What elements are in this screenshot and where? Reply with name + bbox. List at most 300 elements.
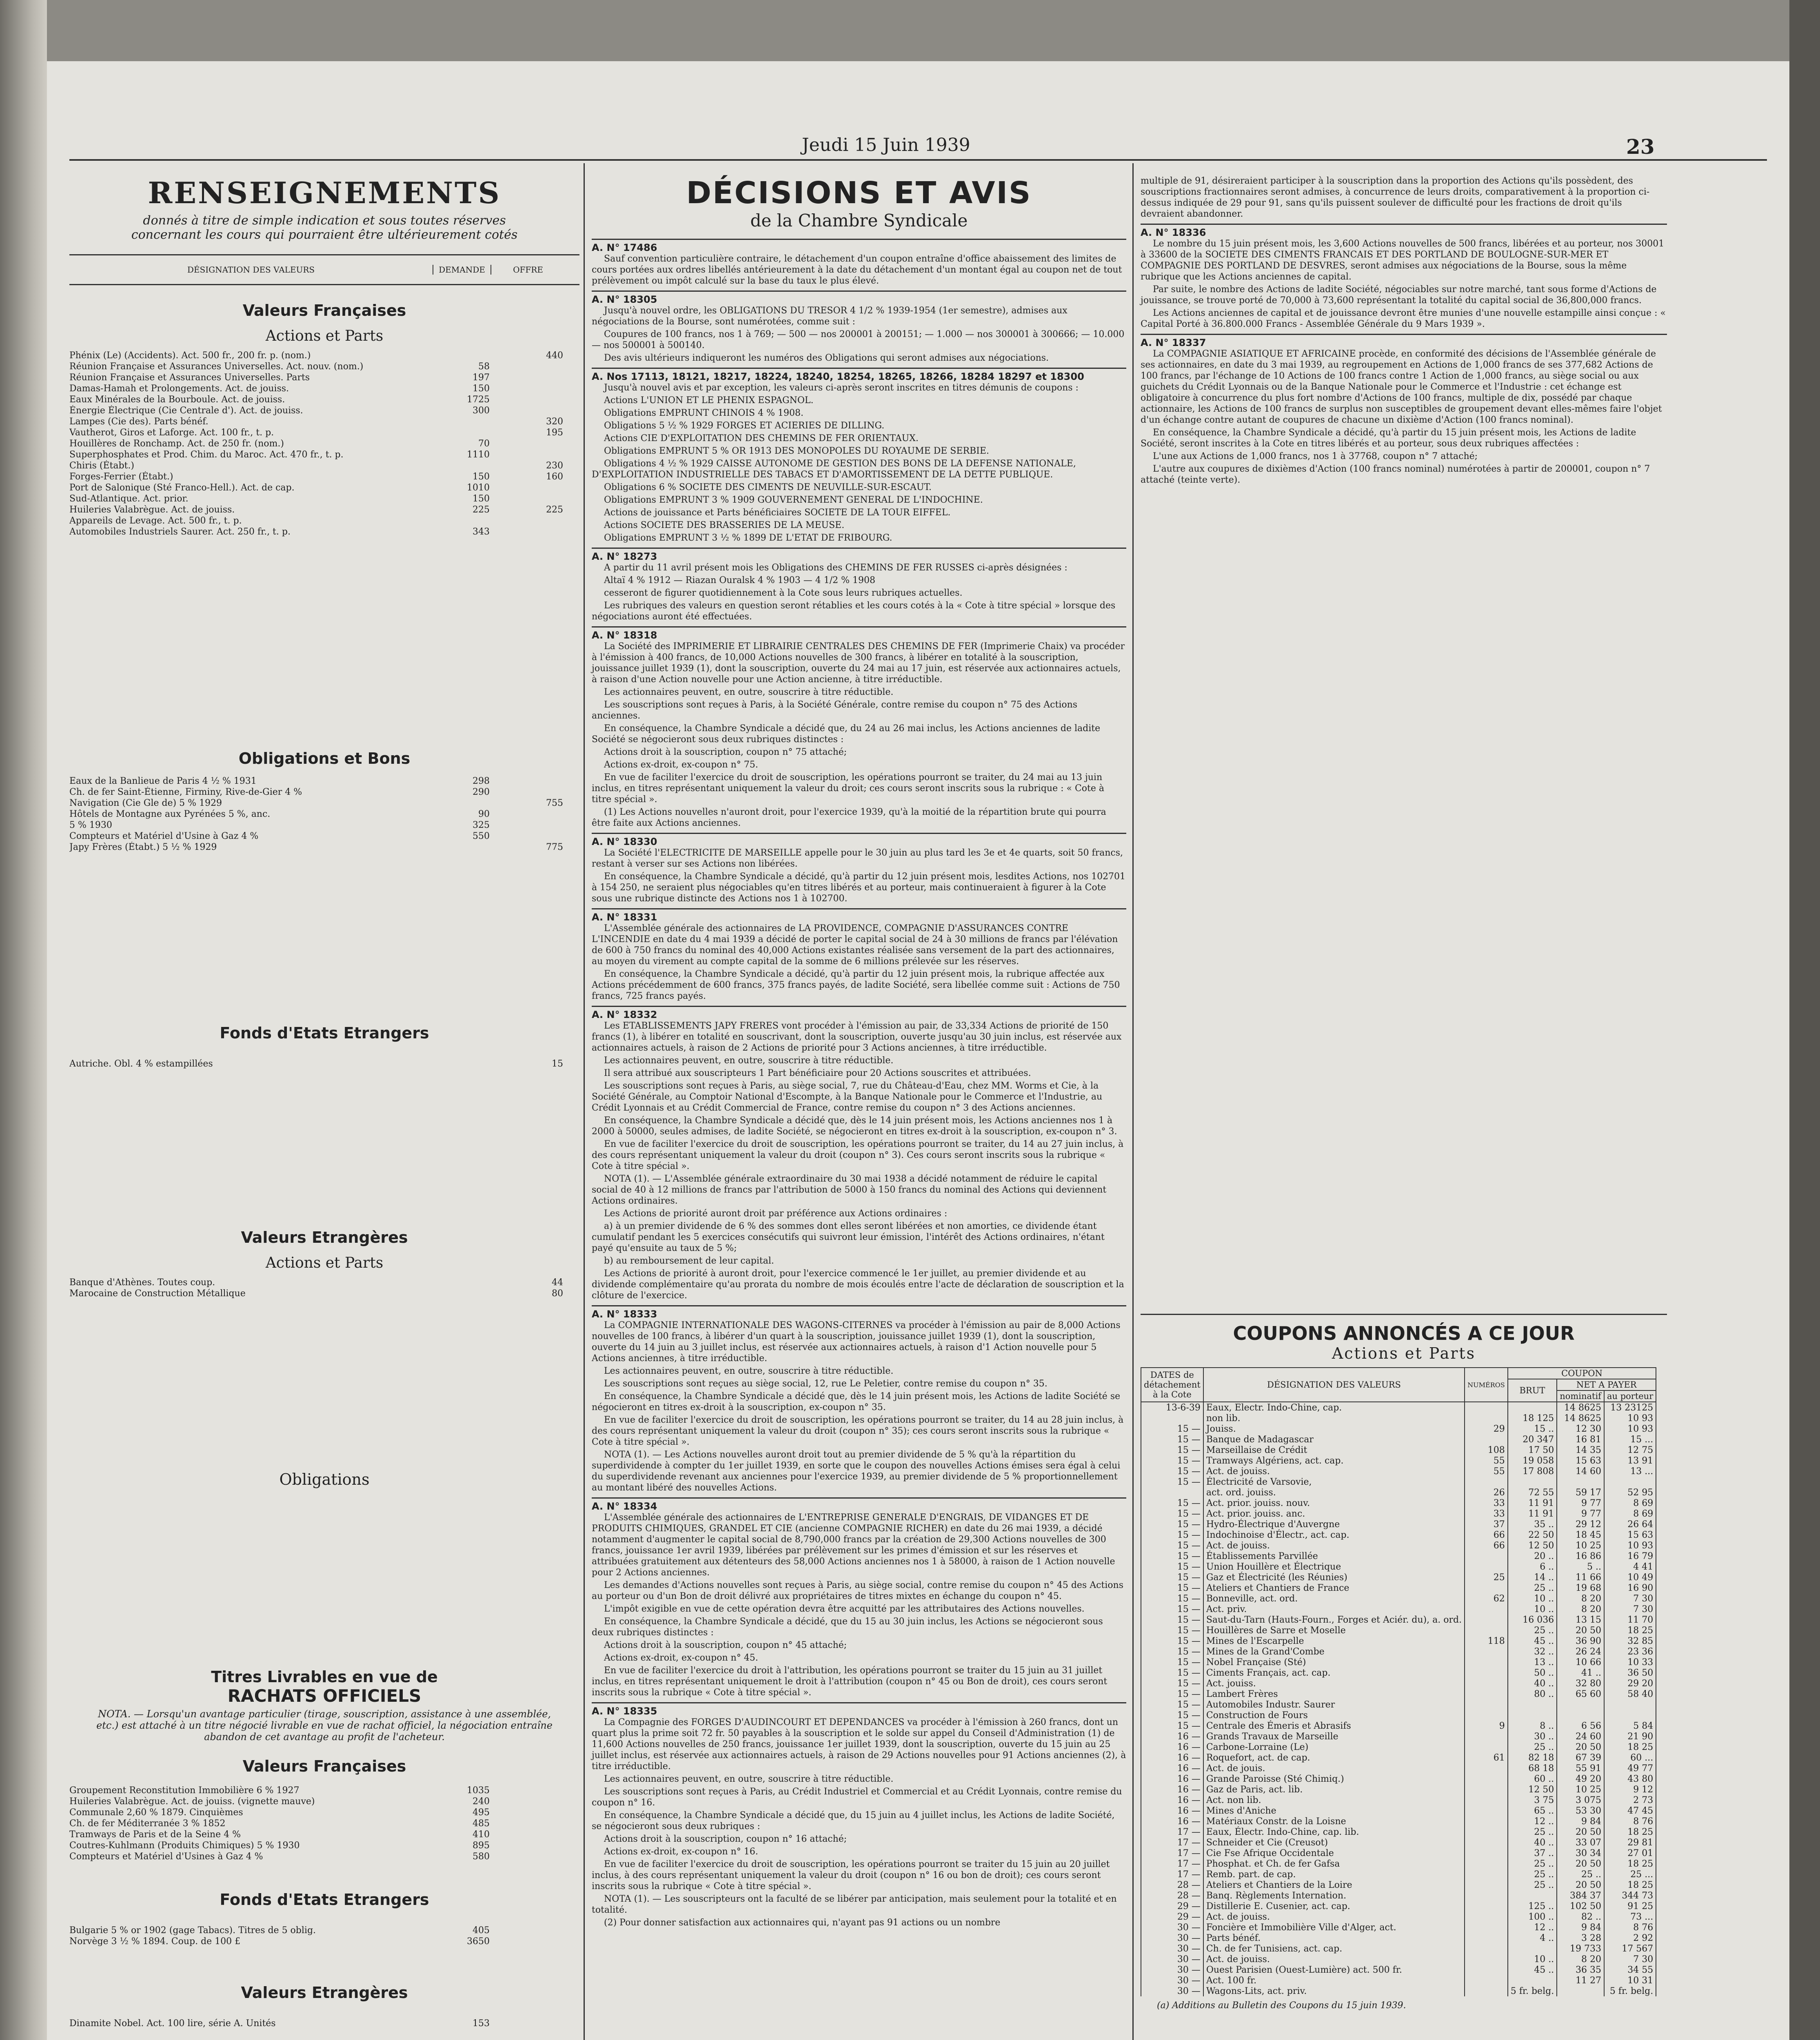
valeur-row xyxy=(69,1807,579,1818)
valeur-demande: 1725 xyxy=(467,395,490,405)
coupon-nominatif: 102 50 xyxy=(1557,1901,1604,1911)
book-spine xyxy=(0,0,47,2040)
coupon-brut: 18 125 xyxy=(1508,1413,1557,1424)
coupon-numero: 118 xyxy=(1465,1636,1508,1646)
coupon-brut: 25 .. xyxy=(1508,1742,1557,1752)
coupon-designation: Schneider et Cie (Creusot) xyxy=(1203,1837,1465,1848)
valeur-designation: Eaux de la Banlieue de Paris 4 ½ % 1931 xyxy=(69,776,257,786)
coupon-brut: 8 .. xyxy=(1508,1721,1557,1731)
coupon-porteur: 29 81 xyxy=(1604,1837,1656,1848)
coupon-numero xyxy=(1465,1911,1508,1922)
coupon-numero: 33 xyxy=(1465,1498,1508,1508)
valeur-demande: 410 xyxy=(473,1829,490,1840)
coupon-row xyxy=(1141,1477,1656,1487)
coupon-nominatif: 8 20 xyxy=(1557,1593,1604,1604)
avis-paragraph: cesseront de figurer quotidiennement à la Cote sous leurs rubriques actuelles. xyxy=(604,588,963,598)
coupon-porteur xyxy=(1604,1477,1656,1487)
coupon-brut: 68 18 xyxy=(1508,1763,1557,1774)
coupon-designation: Act. de jouiss. xyxy=(1203,1911,1465,1922)
avis-number: A. N° 18331 xyxy=(592,908,1126,923)
coupon-designation: Act. 100 fr. xyxy=(1203,1975,1465,1986)
column-rule-1 xyxy=(584,163,585,2040)
coupon-numero: 33 xyxy=(1465,1508,1508,1519)
coupon-designation: act. ord. jouiss. xyxy=(1203,1487,1465,1498)
valeur-demande: 1035 xyxy=(467,1785,490,1796)
coupon-numero xyxy=(1465,1402,1508,1413)
coupon-row xyxy=(1141,1583,1656,1593)
coupon-brut: 100 .. xyxy=(1508,1911,1557,1922)
valeur-designation: Marocaine de Construction Métallique xyxy=(69,1288,246,1299)
coupon-brut xyxy=(1508,1975,1557,1986)
coupon-brut xyxy=(1508,1943,1557,1954)
coupon-brut: 13 .. xyxy=(1508,1657,1557,1667)
coupon-date: 16 — xyxy=(1141,1774,1203,1784)
avis-paragraph: En conséquence, la Chambre Syndicale a décidé, qu'à partir du 15 juin présent mois, les Actions de ladite Société, seront inscrites à la Cote en titres libérés et au porteur, sous deux rubriques affectées : xyxy=(1141,428,1636,449)
obligations-list xyxy=(69,776,579,853)
coupon-brut: 17 50 xyxy=(1508,1445,1557,1455)
coupon-row xyxy=(1141,1890,1656,1901)
section-rachats-officiels: RACHATS OFFICIELS xyxy=(227,1686,422,1706)
avis-number: A. N° 17486 xyxy=(592,239,1126,253)
coupon-brut: 4 .. xyxy=(1508,1933,1557,1943)
coupon-row xyxy=(1141,1721,1656,1731)
avis-paragraph: NOTA (1). — Les Actions nouvelles auront droit tout au premier dividende de 5 % qu'à la répartition du superdividende à compter du 1er juillet 1939, en sorte que le coupon des nouvelles Actions émises sera égal à celui du superdividende revenant aux anciennes pour l'exercice 1939, au premier dividende de 5 % proportionnellement au montant libéré des nouvelles Actions. xyxy=(592,1450,1121,1493)
coupon-date: 15 — xyxy=(1141,1646,1203,1657)
rachats-note: NOTA. — Lorsqu'un avantage particulier (tirage, souscription, assistance à une assemblée, etc.) est attaché à un titre négocié livrable en vue de rachat officiel, la négociation entraîne abandon de cet avantage au profit de l'acheteur. xyxy=(96,1708,553,1743)
coupon-date: 15 — xyxy=(1141,1508,1203,1519)
avis-number: A. Nos 17113, 18121, 18217, 18224, 18240, 18254, 18265, 18266, 18284 18297 et 18300 xyxy=(592,368,1126,382)
coupon-brut: 19 058 xyxy=(1508,1455,1557,1466)
valeur-demande: 150 xyxy=(473,494,490,504)
coupon-nominatif: 19 733 xyxy=(1557,1943,1604,1954)
coupon-porteur: 8 69 xyxy=(1604,1508,1656,1519)
coupon-nominatif: 20 50 xyxy=(1557,1858,1604,1869)
valeur-offre xyxy=(490,1807,563,1818)
avis-paragraph: a) à un premier dividende de 6 % des sommes dont elles seront libérées et non amorties, ce dividende étant cumulatif pendant les 5 exercices consécutifs qui suivront leur émission, l'intérêt des Actions ordinaires, n'étant payé qu'ensuite au taux de 5 %; xyxy=(592,1221,1105,1253)
coupon-numero xyxy=(1465,1614,1508,1625)
coupon-numero xyxy=(1465,1890,1508,1901)
coupon-brut: 16 036 xyxy=(1508,1614,1557,1625)
valeur-offre xyxy=(490,1829,563,1840)
coupon-brut: 20 347 xyxy=(1508,1434,1557,1445)
coupon-row xyxy=(1141,1455,1656,1466)
avis-paragraph: Les actionnaires peuvent, en outre, souscrire à titre réductible. xyxy=(604,687,894,697)
coupon-numero xyxy=(1465,1869,1508,1880)
avis-item xyxy=(1141,224,1667,330)
valeur-offre xyxy=(490,405,563,416)
coupon-date: 15 — xyxy=(1141,1614,1203,1625)
valeur-row xyxy=(69,809,579,820)
valeur-offre xyxy=(490,1936,563,1947)
coupon-designation: Act. de jouiss. xyxy=(1203,1540,1465,1551)
renseignements-subtitle-1: donnés à titre de simple indication et sous toutes réserves xyxy=(143,213,506,228)
valeur-row xyxy=(69,394,579,405)
coupon-row xyxy=(1141,1625,1656,1636)
coupon-row xyxy=(1141,1519,1656,1530)
avis-paragraph: Obligations 6 % SOCIETE DES CIMENTS DE NEUVILLE-SUR-ESCAUT. xyxy=(604,482,932,492)
valeur-offre xyxy=(490,493,563,504)
coupon-porteur: 7 30 xyxy=(1604,1604,1656,1614)
avis-item xyxy=(592,833,1126,904)
coupon-row xyxy=(1141,1424,1656,1434)
coupon-porteur: 91 25 xyxy=(1604,1901,1656,1911)
avis-paragraph: Les actionnaires peuvent, en outre, souscrire à titre réductible. xyxy=(604,1055,894,1066)
avis-paragraph: Des avis ultérieurs indiqueront les numéros des Obligations qui seront admises aux négociations. xyxy=(604,353,1049,363)
coupon-brut xyxy=(1508,1477,1557,1487)
coupon-row xyxy=(1141,1498,1656,1508)
valeur-offre xyxy=(490,1796,563,1807)
coupon-nominatif: 30 34 xyxy=(1557,1848,1604,1858)
coupon-designation: Remb. part. de cap. xyxy=(1203,1869,1465,1880)
coupon-numero xyxy=(1465,1784,1508,1795)
coupon-row xyxy=(1141,1975,1656,1986)
coupon-brut: 11 91 xyxy=(1508,1498,1557,1508)
coupon-row xyxy=(1141,1986,1656,1996)
coupon-row xyxy=(1141,1858,1656,1869)
valeur-row xyxy=(69,504,579,515)
coupon-porteur: 18 25 xyxy=(1604,1858,1656,1869)
coupon-date: 15 — xyxy=(1141,1721,1203,1731)
valeur-demande: 300 xyxy=(473,406,490,416)
coupon-brut: 12 .. xyxy=(1508,1816,1557,1827)
coupon-row xyxy=(1141,1965,1656,1975)
coupon-date: 15 — xyxy=(1141,1551,1203,1561)
coupon-porteur: 32 85 xyxy=(1604,1636,1656,1646)
coupon-row xyxy=(1141,1636,1656,1646)
avis-item xyxy=(592,1006,1126,1301)
th-dates: DATES de détachement à la Cote xyxy=(1141,1368,1203,1402)
coupon-nominatif: 25 .. xyxy=(1557,1869,1604,1880)
valeur-designation: Automobiles Industriels Saurer. Act. 250 fr., t. p. xyxy=(69,527,291,537)
coupon-brut: 45 .. xyxy=(1508,1965,1557,1975)
coupon-nominatif: 29 12 xyxy=(1557,1519,1604,1530)
th-brut: BRUT xyxy=(1508,1379,1557,1402)
avis-paragraph: Actions droit à la souscription, coupon n° 75 attaché; xyxy=(604,747,847,757)
coupon-designation: Bonneville, act. ord. xyxy=(1203,1593,1465,1604)
valeur-designation: Bulgarie 5 % or 1902 (gage Tabacs). Titres de 5 oblig. xyxy=(69,1925,316,1936)
coupon-row xyxy=(1141,1901,1656,1911)
coupon-nominatif xyxy=(1557,1477,1604,1487)
coupon-numero: 9 xyxy=(1465,1721,1508,1731)
coupon-date: 16 — xyxy=(1141,1731,1203,1742)
avis-item xyxy=(592,1702,1126,1928)
valeur-offre xyxy=(490,776,563,787)
valeur-demande: 197 xyxy=(473,373,490,383)
valeur-designation: Coutres-Kuhlmann (Produits Chimiques) 5 % 1930 xyxy=(69,1840,300,1851)
coupon-porteur: 4 41 xyxy=(1604,1561,1656,1572)
coupon-nominatif: 20 50 xyxy=(1557,1625,1604,1636)
avis-paragraph: Actions ex-droit, ex-coupon n° 45. xyxy=(604,1653,758,1663)
valeur-demande: 580 xyxy=(473,1852,490,1862)
section-valeurs-francaises: Valeurs Françaises xyxy=(242,302,406,319)
coupon-porteur: 27 01 xyxy=(1604,1848,1656,1858)
coupon-brut: 80 .. xyxy=(1508,1689,1557,1699)
coupon-nominatif: 14 35 xyxy=(1557,1445,1604,1455)
valeur-offre: 15 xyxy=(552,1059,563,1069)
valeur-demande: 895 xyxy=(473,1840,490,1851)
coupon-nominatif: 16 81 xyxy=(1557,1434,1604,1445)
coupon-nominatif: 384 37 xyxy=(1557,1890,1604,1901)
valeur-demande: 90 xyxy=(478,809,490,819)
avis-paragraph: Jusqu'à nouvel ordre, les OBLIGATIONS DU TRESOR 4 1/2 % 1939-1954 (1er semestre), admises aux négociations de la Bourse, sont numérotées, comme suit : xyxy=(592,306,1068,327)
section-titres-livrables: Titres Livrables en vue de xyxy=(211,1668,438,1686)
coupon-date: 15 — xyxy=(1141,1455,1203,1466)
coupon-nominatif: 3 075 xyxy=(1557,1795,1604,1805)
coupon-designation: Nobel Française (Sté) xyxy=(1203,1657,1465,1667)
column-rule-2 xyxy=(1132,163,1134,2040)
coupon-row xyxy=(1141,1551,1656,1561)
avis-paragraph: Les souscriptions sont reçues à Paris, au Crédit Industriel et Commercial et au Crédit Lyonnais, contre remise du coupon n° 16. xyxy=(592,1787,1122,1808)
coupon-designation: Mines de la Grand'Combe xyxy=(1203,1646,1465,1657)
coupon-porteur: 18 25 xyxy=(1604,1625,1656,1636)
avis-paragraph: L'Assemblée générale des actionnaires de L'ENTREPRISE GENERALE D'ENGRAIS, DE VIDANGES ET DE PRODUITS CHIMIQUES, GRANDEL ET CIE (ancienne COMPAGNIE RICHER) en date du 26 mai 1939, a décidé notamment d'augmenter le capital social de 8,790,000 francs par la création de 29,300 Actions nouvelles de 300 francs, jouissance 1er avril 1939, libérées par prélèvement sur les primes d'émission et sur les réserves et attribuées gratuitement aux détenteurs des 58,000 Actions anciennes nos 1 à 58000, à raison de 1 Action nouvelle pour 2 Actions anciennes. xyxy=(592,1512,1115,1578)
coupon-designation: Ciments Français, act. cap. xyxy=(1203,1667,1465,1678)
avis-paragraph: En vue de faciliter l'exercice du droit de souscription, les opérations pourront se traiter, du 24 mai au 13 juin inclus, en titres représentant uniquement la valeur du droit; ces cours seront inscrits sous la rubrique : « Cote à titre spécial ». xyxy=(592,772,1104,805)
coupon-designation: Jouiss. xyxy=(1203,1424,1465,1434)
coupon-porteur: 2 73 xyxy=(1604,1795,1656,1805)
valeur-row xyxy=(69,1851,579,1862)
valeur-demande: 240 xyxy=(473,1796,490,1807)
th-net: NET A PAYER xyxy=(1557,1379,1656,1390)
fonds2-list xyxy=(69,1925,579,1947)
valeur-designation: Ch. de fer Saint-Étienne, Firminy, Rive-de-Gier 4 % xyxy=(69,787,302,797)
valeur-row xyxy=(69,1925,579,1936)
coupon-row xyxy=(1141,1880,1656,1890)
coupon-numero xyxy=(1465,1625,1508,1636)
coupon-designation: Gaz et Électricité (les Réunies) xyxy=(1203,1572,1465,1583)
valeur-offre xyxy=(490,1840,563,1851)
page-date: Jeudi 15 Juin 1939 xyxy=(802,135,970,155)
coupon-designation: Construction de Fours xyxy=(1203,1710,1465,1721)
coupon-date: 17 — xyxy=(1141,1837,1203,1848)
coupon-designation: Act. prior. jouiss. anc. xyxy=(1203,1508,1465,1519)
coupon-porteur: 60 ... xyxy=(1604,1752,1656,1763)
avis-paragraph: En conséquence, la Chambre Syndicale a décidé, qu'à partir du 12 juin présent mois, lesdites Actions, nos 102701 à 154 250, ne seraient plus négociables qu'en titres libérés et au porteur, mais continueraient à figurer à la Cote sous une rubrique distincte des Actions nos 1 à 102700. xyxy=(592,871,1126,904)
avis-paragraph: L'une aux Actions de 1,000 francs, nos 1 à 37768, coupon n° 7 attaché; xyxy=(1153,451,1478,461)
coupon-row xyxy=(1141,1954,1656,1965)
coupon-date: 29 — xyxy=(1141,1901,1203,1911)
valeur-row xyxy=(69,1840,579,1851)
coupon-numero: 26 xyxy=(1465,1487,1508,1498)
coupon-row xyxy=(1141,1402,1656,1413)
valeur-row xyxy=(69,1288,579,1299)
avis-item xyxy=(592,290,1126,364)
coupon-porteur: 8 76 xyxy=(1604,1922,1656,1933)
valeur-offre: 320 xyxy=(546,417,563,427)
section-obligations: Obligations xyxy=(279,1470,370,1488)
coupon-date: 15 — xyxy=(1141,1519,1203,1530)
coupon-nominatif: 49 20 xyxy=(1557,1774,1604,1784)
coupon-designation: Saut-du-Tarn (Hauts-Fourn., Forges et Aciér. du), a. ord. xyxy=(1203,1614,1465,1625)
coupon-numero xyxy=(1465,1805,1508,1816)
coupon-designation: Banq. Règlements Internation. xyxy=(1203,1890,1465,1901)
coupon-numero xyxy=(1465,1477,1508,1487)
valeur-demande: 1110 xyxy=(467,450,490,460)
valeur-row xyxy=(69,1818,579,1829)
coupon-brut: 12 .. xyxy=(1508,1922,1557,1933)
coupon-brut: 22 50 xyxy=(1508,1530,1557,1540)
coupon-numero xyxy=(1465,1710,1508,1721)
coupon-nominatif: 67 39 xyxy=(1557,1752,1604,1763)
valeur-designation: Compteurs et Matériel d'Usines à Gaz 4 % xyxy=(69,1852,263,1862)
coupon-date: 15 — xyxy=(1141,1657,1203,1667)
coupon-porteur: 34 55 xyxy=(1604,1965,1656,1975)
avis-paragraph: En vue de faciliter l'exercice du droit de souscription, les opérations pourront se traiter, du 14 au 27 juin inclus, à des cours représentant uniquement la valeur du droit (coupon n° 3). Ces cours seront inscrits sous la rubrique « Cote à titre spécial ». xyxy=(592,1139,1124,1171)
valeur-row xyxy=(69,416,579,427)
valeur-designation: Chiris (Étabt.) xyxy=(69,461,134,471)
coupon-porteur: 58 40 xyxy=(1604,1689,1656,1699)
col-header-offre: OFFRE xyxy=(491,265,565,275)
coupon-date: 15 — xyxy=(1141,1604,1203,1614)
coupon-porteur: 10 33 xyxy=(1604,1657,1656,1667)
valeur-row xyxy=(69,482,579,493)
coupon-designation: Ateliers et Chantiers de la Loire xyxy=(1203,1880,1465,1890)
coupon-numero: 55 xyxy=(1465,1455,1508,1466)
coupon-row xyxy=(1141,1805,1656,1816)
coupon-porteur: 8 76 xyxy=(1604,1816,1656,1827)
coupon-date: 30 — xyxy=(1141,1975,1203,1986)
valeur-demande: 325 xyxy=(473,820,490,830)
coupon-date: 15 — xyxy=(1141,1466,1203,1477)
avis-item xyxy=(592,368,1126,543)
coupon-brut: 5 fr. belg. xyxy=(1508,1986,1557,1996)
valeur-demande: 343 xyxy=(473,527,490,537)
coupon-brut: 30 .. xyxy=(1508,1731,1557,1742)
valeur-row xyxy=(69,526,579,537)
coupon-brut: 25 .. xyxy=(1508,1869,1557,1880)
coupon-nominatif: 33 07 xyxy=(1557,1837,1604,1848)
coupon-row xyxy=(1141,1530,1656,1540)
avis-paragraph: Les Actions anciennes de capital et de jouissance devront être munies d'une nouvelle estampille ainsi conçue : « Capital Porté à 36.800.000 Francs - Assemblée Générale du 9 Mars 1939 ». xyxy=(1141,308,1666,329)
valeur-offre xyxy=(490,361,563,372)
avis-paragraph: La Compagnie des FORGES D'AUDINCOURT ET DEPENDANCES va procéder à l'émission à 260 francs, dont un quart plus la prime soit 72 fr. 50 payables à la souscription et le solde sur appel du Conseil d'Administration (1) de 11,600 Actions nouvelles de 250 francs, jouissance 1er juillet 1939, dont la souscription, ouverte du 15 juin au 25 juillet inclus, est réservée aux actionnaires actuels, à raison de 29 Actions nouvelles pour 91 Actions anciennes (2), à titre irréductible. xyxy=(592,1717,1126,1772)
coupon-row xyxy=(1141,1593,1656,1604)
valeur-demande: 550 xyxy=(473,831,490,841)
coupon-nominatif: 9 77 xyxy=(1557,1498,1604,1508)
coupon-porteur: 21 90 xyxy=(1604,1731,1656,1742)
coupon-date: 17 — xyxy=(1141,1827,1203,1837)
valeur-designation: Énergie Électrique (Cie Centrale d'). Act. de jouiss. xyxy=(69,406,303,416)
valeur-offre xyxy=(490,2018,563,2029)
coupon-row xyxy=(1141,1933,1656,1943)
valeur-designation: Appareils de Levage. Act. 500 fr., t. p. xyxy=(69,516,242,526)
avis-paragraph: NOTA (1). — Les souscripteurs ont la faculté de se libérer par anticipation, mais seulement pour la totalité et en totalité. xyxy=(592,1894,1117,1915)
coupon-designation: Carbone-Lorraine (Le) xyxy=(1203,1742,1465,1752)
coupon-porteur: 26 64 xyxy=(1604,1519,1656,1530)
coupon-nominatif: 9 77 xyxy=(1557,1508,1604,1519)
coupon-nominatif: 24 60 xyxy=(1557,1731,1604,1742)
coupon-nominatif: 55 91 xyxy=(1557,1763,1604,1774)
valeur-row xyxy=(69,471,579,482)
actions-list xyxy=(69,350,579,537)
valeur-offre xyxy=(490,1785,563,1796)
coupon-designation: Houillères de Sarre et Moselle xyxy=(1203,1625,1465,1636)
coupon-numero xyxy=(1465,1795,1508,1805)
valeur-demande: 1010 xyxy=(467,483,490,493)
coupon-row xyxy=(1141,1487,1656,1498)
valeur-offre: 160 xyxy=(546,472,563,482)
coupon-designation: Électricité de Varsovie, xyxy=(1203,1477,1465,1487)
section-valeurs-francaises-2: Valeurs Françaises xyxy=(242,1757,406,1775)
coupon-designation: Eaux, Électr. Indo-Chine, cap. lib. xyxy=(1203,1827,1465,1837)
avis-list xyxy=(592,239,1126,1928)
valeur-row xyxy=(69,831,579,842)
valeur-row xyxy=(69,372,579,383)
coupon-nominatif: 11 27 xyxy=(1557,1975,1604,1986)
coupon-date: 16 — xyxy=(1141,1742,1203,1752)
avis-number: A. N° 18330 xyxy=(592,833,1126,847)
coupon-nominatif: 10 25 xyxy=(1557,1540,1604,1551)
valeur-row xyxy=(69,515,579,526)
avis-paragraph: Par suite, le nombre des Actions de ladite Société, négociables sur notre marché, tant sous forme d'Actions de jouissance, se trouve porté de 70,000 à 73,600 représentant la totalité du capital social de 36,800,000 francs. xyxy=(1141,284,1657,306)
coupon-designation: Eaux, Electr. Indo-Chine, cap. xyxy=(1203,1402,1465,1413)
valeur-designation: Huileries Valabrègue. Act. de jouiss. xyxy=(69,505,235,515)
valeur-demande: 495 xyxy=(473,1807,490,1818)
coupon-brut: 15 .. xyxy=(1508,1424,1557,1434)
coupon-date: 15 — xyxy=(1141,1636,1203,1646)
avis-number: A. N° 18333 xyxy=(592,1305,1126,1320)
coupon-date: 15 — xyxy=(1141,1424,1203,1434)
coupon-brut: 40 .. xyxy=(1508,1678,1557,1689)
coupon-date: 15 — xyxy=(1141,1434,1203,1445)
coupon-nominatif: 41 .. xyxy=(1557,1667,1604,1678)
coupon-date: 29 — xyxy=(1141,1911,1203,1922)
coupon-brut: 20 .. xyxy=(1508,1551,1557,1561)
valeur-demande: 150 xyxy=(473,472,490,482)
coupon-nominatif: 11 66 xyxy=(1557,1572,1604,1583)
coupon-designation: Centrale des Émeris et Abrasifs xyxy=(1203,1721,1465,1731)
valeur-row xyxy=(69,383,579,394)
avis-paragraph: Les demandes d'Actions nouvelles sont reçues à Paris, au siège social, contre remise du coupon n° 45 des Actions au porteur ou d'un Bon de droit délivré aux propriétaires de titres mixtes en échange du coupon n° 45. xyxy=(592,1580,1123,1601)
coupon-porteur: 17 567 xyxy=(1604,1943,1656,1954)
coupon-row xyxy=(1141,1763,1656,1774)
avis-paragraph: Actions L'UNION ET LE PHENIX ESPAGNOL. xyxy=(604,395,814,406)
valeur-demande: 485 xyxy=(473,1818,490,1829)
rachats-list xyxy=(69,1785,579,1862)
coupon-designation: Parts bénéf. xyxy=(1203,1933,1465,1943)
coupon-brut: 32 .. xyxy=(1508,1646,1557,1657)
coupon-date: 16 — xyxy=(1141,1752,1203,1763)
coupon-porteur: 36 50 xyxy=(1604,1667,1656,1678)
coupon-brut: 60 .. xyxy=(1508,1774,1557,1784)
coupon-row xyxy=(1141,1911,1656,1922)
coupon-designation: Hydro-Électrique d'Auvergne xyxy=(1203,1519,1465,1530)
valeur-offre xyxy=(490,438,563,449)
coupon-numero: 108 xyxy=(1465,1445,1508,1455)
avis-paragraph: Les souscriptions sont reçues à Paris, à la Société Générale, contre remise du coupon n° 75 des Actions anciennes. xyxy=(592,700,1078,721)
coupon-designation: Foncière et Immobilière Ville d'Alger, act. xyxy=(1203,1922,1465,1933)
avis-paragraph: NOTA (1). — L'Assemblée générale extraordinaire du 30 mai 1938 a décidé notamment de réduire le capital social de 40 à 12 millions de francs par l'attribution de 5000 à 150 francs du nominal des Actions qui deviennent Actions ordinaires. xyxy=(592,1174,1107,1206)
valeur-row xyxy=(69,405,579,416)
coupon-row xyxy=(1141,1752,1656,1763)
th-coupon: COUPON xyxy=(1508,1368,1656,1379)
coupon-numero: 55 xyxy=(1465,1466,1508,1477)
coupon-designation: Act. prior. jouiss. nouv. xyxy=(1203,1498,1465,1508)
coupon-date: 15 — xyxy=(1141,1625,1203,1636)
avis-paragraph: La COMPAGNIE INTERNATIONALE DES WAGONS-CITERNES va procéder à l'émission au pair de 8,000 Actions nouvelles de 100 francs, à libérer d'un quart à la souscription, jouissance juillet 1939 (1), dont la souscription, ouverte du 14 juin au 3 juillet inclus, est réservée aux actionnaires actuels, à raison d'1 Action nouvelle pour 5 Actions anciennes, à titre irréductible. xyxy=(592,1320,1121,1364)
valeur-demande xyxy=(433,1058,490,1069)
coupon-numero: 29 xyxy=(1465,1424,1508,1434)
coupon-designation: Mines de l'Escarpelle xyxy=(1203,1636,1465,1646)
coupon-numero: 66 xyxy=(1465,1530,1508,1540)
coupon-numero xyxy=(1465,1922,1508,1933)
valeur-demande: 58 xyxy=(478,361,490,372)
valeur-offre xyxy=(490,449,563,460)
coupon-brut: 25 .. xyxy=(1508,1858,1557,1869)
avis-paragraph: Obligations 4 ½ % 1929 CAISSE AUTONOME DE GESTION DES BONS DE LA DEFENSE NATIONALE, D'EXPLOITATION INDUSTRIELLE DES TABACS ET D'AMORTISSEMENT DE LA DETTE PUBLIQUE. xyxy=(592,459,1076,480)
coupon-brut: 10 .. xyxy=(1508,1954,1557,1965)
coupon-nominatif: 12 30 xyxy=(1557,1424,1604,1434)
